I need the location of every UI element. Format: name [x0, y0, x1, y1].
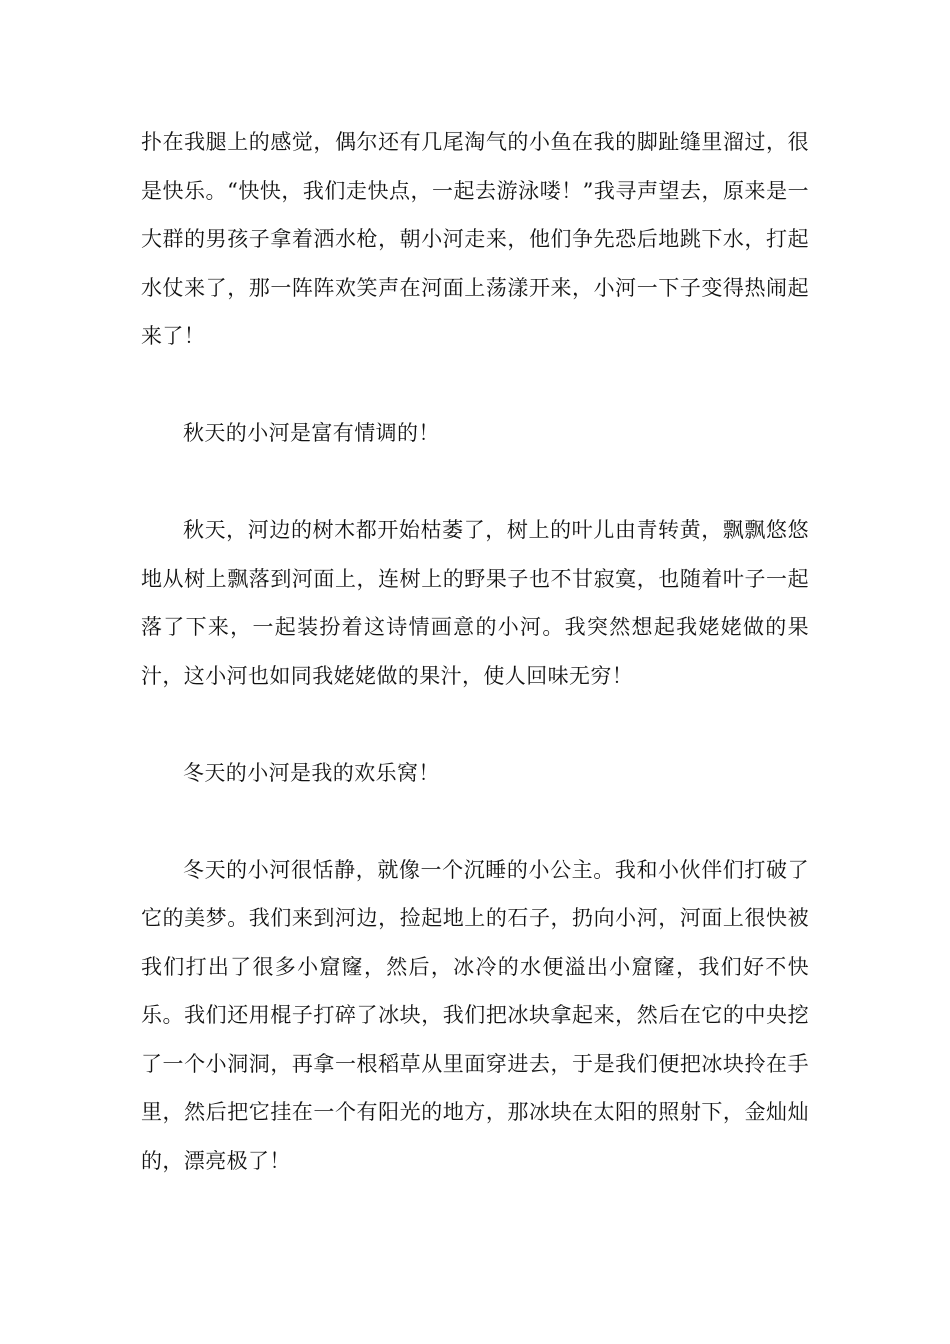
- heading-autumn: 秋天的小河是富有情调的！: [183, 421, 440, 445]
- paragraph-summer-continued: 扑在我腿上的感觉，偶尔还有几尾淘气的小鱼在我的脚趾缝里溜过，很是快乐。“快快，我们走快点，一起去游泳喽！”我寻声望去，原来是一大群的男孩子拿着洒水枪，朝小河走来，他们争先恐后地跳下水，打起水仗来了，那一阵阵欢笑声在河面上荡漾开来，小河一下子变得热闹起来了！: [141, 130, 809, 348]
- paragraph-spacer: [141, 700, 809, 749]
- paragraph-spacer: [141, 361, 809, 410]
- paragraph-spacer: [141, 797, 809, 846]
- body-text: [141, 118, 809, 1185]
- paragraph-spacer: [141, 458, 809, 507]
- paragraph-autumn: 秋天，河边的树木都开始枯萎了，树上的叶儿由青转黄，飘飘悠悠地从树上飘落到河面上，连树上的野果子也不甘寂寞，也随着叶子一起落了下来，一起装扮着这诗情画意的小河。我突然想起我姥姥做的果汁，这小河也如同我姥姥做的果汁，使人回味无穷！: [141, 518, 809, 688]
- heading-winter: 冬天的小河是我的欢乐窝！: [183, 760, 440, 785]
- paragraph-winter: 冬天的小河很恬静，就像一个沉睡的小公主。我和小伙伴们打破了它的美梦。我们来到河边，捡起地上的石子，扔向小河，河面上很快被我们打出了很多小窟窿，然后，冰冷的水便溢出小窟窿，我们好不快乐。我们还用棍子打碎了冰块，我们把冰块拿起来，然后在它的中央挖了一个小洞洞，再拿一根稻草从里面穿进去，于是我们便把冰块拎在手里，然后把它挂在一个有阳光的地方，那冰块在太阳的照射下，金灿灿的，漂亮极了！: [141, 857, 809, 1173]
